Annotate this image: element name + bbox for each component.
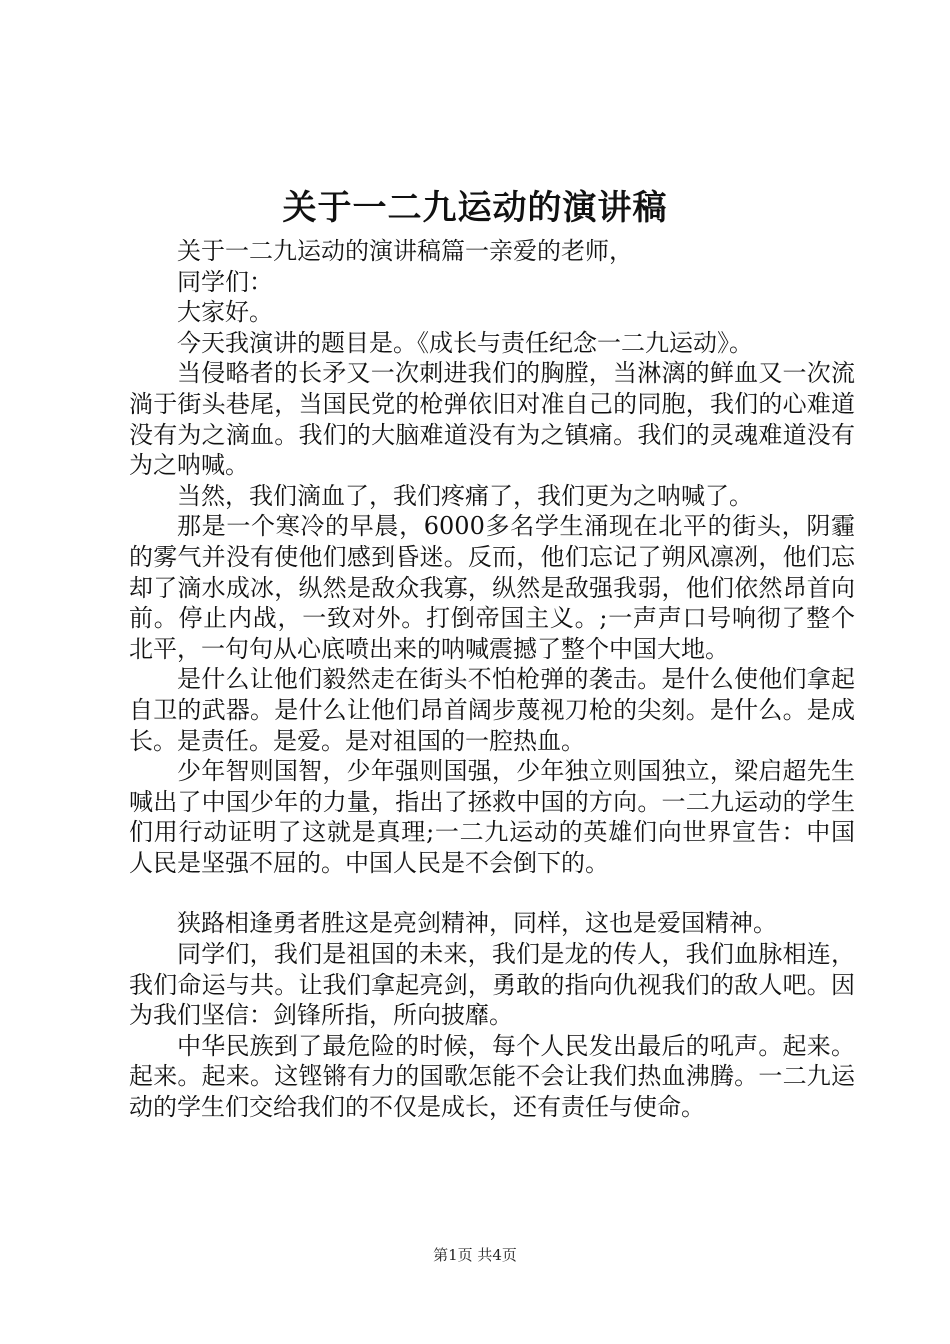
document-title: 关于一二九运动的演讲稿 [282,188,668,228]
paragraph: 狭路相逢勇者胜这是亮剑精神，同样，这也是爱国精神。 [177,909,777,938]
document-body [129,236,855,1123]
paragraph: 中华民族到了最危险的时候，每个人民发出最后的吼声。起来。起来。起来。这铿锵有力的国歌怎能不会让我们热血沸腾。一二九运动的学生们交给我们的不仅是成长，还有责任与使命。 [129,1031,855,1122]
paragraph: 那是一个寒冷的早晨，6000多名学生涌现在北平的街头，阴霾的雾气并没有使他们感到昏迷。反而，他们忘记了朔风凛冽，他们忘却了滴水成冰，纵然是敌众我寡，纵然是敌强我弱，他们依然昂首向前。停止内战，一致对外。打倒帝国主义。;一声声口号响彻了整个北平，一句句从心底喷出来的呐喊震撼了整个中国大地。 [129,512,855,663]
page-footer: 第1页 共4页 [433,1246,517,1264]
paragraph: 当侵略者的长矛又一次刺进我们的胸膛，当淋漓的鲜血又一次流淌于街头巷尾，当国民党的枪弹依旧对准自己的同胞，我们的心难道没有为之滴血。我们的大脑难道没有为之镇痛。我们的灵魂难道没有为之呐喊。 [129,359,855,480]
paragraph: 同学们： [177,267,273,296]
paragraph: 同学们，我们是祖国的未来，我们是龙的传人，我们血脉相连，我们命运与共。让我们拿起亮剑，勇敢的指向仇视我们的敌人吧。因为我们坚信：剑锋所指，所向披靡。 [129,940,855,1030]
paragraph: 今天我演讲的题目是。《成长与责任纪念一二九运动》。 [177,328,753,357]
paragraph: 关于一二九运动的演讲稿篇一亲爱的老师， [177,237,633,265]
paragraph: 大家好。 [177,298,273,327]
paragraph-spacer [129,878,855,908]
paragraph: 少年智则国智，少年强则国强，少年独立则国独立，梁启超先生喊出了中国少年的力量，指出了拯救中国的方向。一二九运动的学生们用行动证明了这就是真理;一二九运动的英雄们向世界宣告：中国人民是坚强不屈的。中国人民是不会倒下的。 [129,757,855,877]
paragraph: 当然，我们滴血了，我们疼痛了，我们更为之呐喊了。 [177,481,753,510]
paragraph: 是什么让他们毅然走在街头不怕枪弹的袭击。是什么使他们拿起自卫的武器。是什么让他们昂首阔步蔑视刀枪的尖刻。是什么。是成长。是责任。是爱。是对祖国的一腔热血。 [129,665,855,755]
